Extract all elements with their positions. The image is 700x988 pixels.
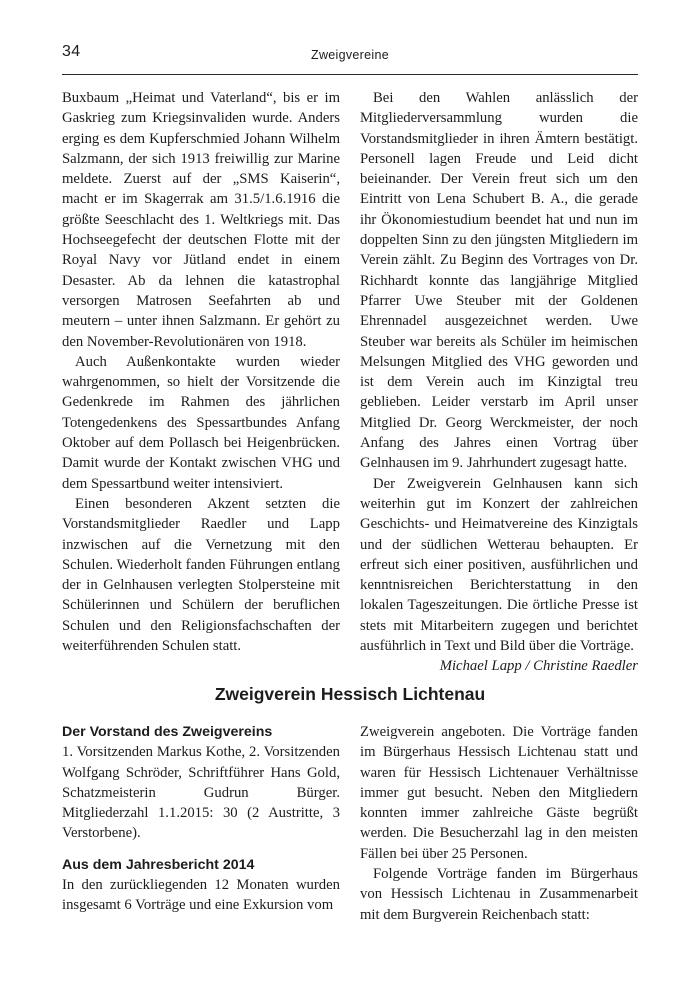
lower-right-column bbox=[360, 722, 638, 925]
upper-right-column bbox=[360, 88, 638, 677]
paragraph: Auch Außenkontakte wurden wieder wahrgenommen, so hielt der Vorsitzende die Gedenkrede im Rahmen des jährlichen Totengedenkens des Spessartbundes Anfang Oktober auf dem Pollasch bei Heigenbrücken. Damit wurde der Kontakt zwischen VHG und dem Spessartbund weiter intensiviert. bbox=[62, 353, 340, 492]
section-title: Zweigverein Hessisch Lichtenau bbox=[214, 684, 486, 704]
subheading-vorstand: Der Vorstand des Zweigvereins bbox=[62, 724, 273, 740]
subheading-jahresbericht: Aus dem Jahresbericht 2014 bbox=[62, 856, 255, 873]
paragraph: Einen besonderen Akzent setzten die Vorstandsmitglieder Raedler und Lapp inzwischen auf die Vernetzung mit den Schulen. Wiederholt fanden Führungen entlang der in Gelnhausen verlegten Stolpersteine mit Schülerinnen und Schülern der beruflichen Schulen und den Religionsfachschaften der weiterführenden Schulen statt. bbox=[62, 495, 340, 655]
paragraph: 1. Vorsitzenden Markus Kothe, 2. Vorsitzenden Wolfgang Schröder, Schriftführer Hans Gold, Schatzmeisterin Gudrun Bürger. Mitgliederzahl 1.1.2015: 30 (2 Austritte, 3 Verstorbene). bbox=[62, 744, 340, 842]
header-rule bbox=[62, 74, 638, 75]
lower-left-column bbox=[62, 722, 340, 916]
paragraph: Buxbaum „Heimat und Vaterland“, bis er im Gaskrieg zum Kriegsinvaliden wurde. Anders erging es dem Kupferschmied Johann Wilhelm Salzmann, der sich 1913 freiwillig zur Marine meldete. Zuerst auf der „SMS Kaiserin“, macht er im Skagerrak am 31.5/1.6.1916 die größte Seeschlacht des 1. Weltkriegs mit. Das Hochseegefecht der deutschen Flotte mit der Royal Navy vor Jütland endet in einem Desaster. Ab da lehnen die katastrophal versorgen Matrosen Seefahrten ab und meutern – unter ihnen Salzmann. Er gehört zu den November-Revolutionären von 1918. bbox=[62, 90, 340, 350]
paragraph: In den zurückliegenden 12 Monaten wurden insgesamt 6 Vorträge und eine Exkursion vom bbox=[62, 877, 340, 914]
paragraph: Zweigverein angeboten. Die Vorträge fanden im Bürgerhaus Hessisch Lichtenau statt und waren für Hessisch Lichtenauer Verhältnisse immer gut besucht. Neben den Mitgliedern konnten immer zahlreiche Gäste begrüßt werden. Die Besucherzahl lag in den meisten Fällen bei über 25 Personen. bbox=[360, 724, 638, 862]
author-signature: Michael Lapp / Christine Raedler bbox=[439, 658, 638, 675]
paragraph: Der Zweigverein Gelnhausen kann sich weiterhin gut im Konzert der zahlreichen Geschichts- und Heimatvereine des Kinzigtals und der südlichen Wetterau behaupten. Er erfreut sich einer positiven, ausführlichen und kenntnisreichen Berichterstattung in den lokalen Tageszeitungen. Die örtliche Presse ist stets mit Mitarbeitern zugegen und berichtet ausführlich in Text und Bild über die Vorträge. bbox=[360, 475, 638, 655]
paragraph: Folgende Vorträge fanden im Bürgerhaus von Hessisch Lichtenau in Zusammenarbeit mit dem Burgverein Reichenbach statt: bbox=[360, 866, 638, 923]
upper-left-column bbox=[62, 88, 340, 656]
paragraph: Bei den Wahlen anlässlich der Mitgliederversammlung wurden die Vorstandsmitglieder in ihren Ämtern bestätigt. Personell lagen Freude und Leid dicht beieinander. Der Verein freut sich um den Eintritt von Lena Schubert B. A., die gerade ihr Ökonomiestudium beendet hat und nun im doppelten Sinn zu den jüngsten Mitgliedern im Verein zählt. Zu Beginn des Vortrages von Dr. Richhardt konnte das langjährige Mitglied Pfarrer Uwe Steuber mit der Goldenen Ehrennadel ausgezeichnet werden. Uwe Steuber war bereits als Schüler im heimischen Melsungen Mitglied des VHG geworden und ist dem Verein auch im Kinzigtal treu geblieben. Leider verstarb im April unser Mitglied Dr. Georg Werckmeister, der noch Anfang des Jahres einen Vortrag über Gelnhausen im 9. Jahrhundert zugesagt hatte. bbox=[360, 90, 638, 472]
running-header-title: Zweigvereine bbox=[311, 48, 389, 62]
page-number: 34 bbox=[62, 43, 81, 60]
